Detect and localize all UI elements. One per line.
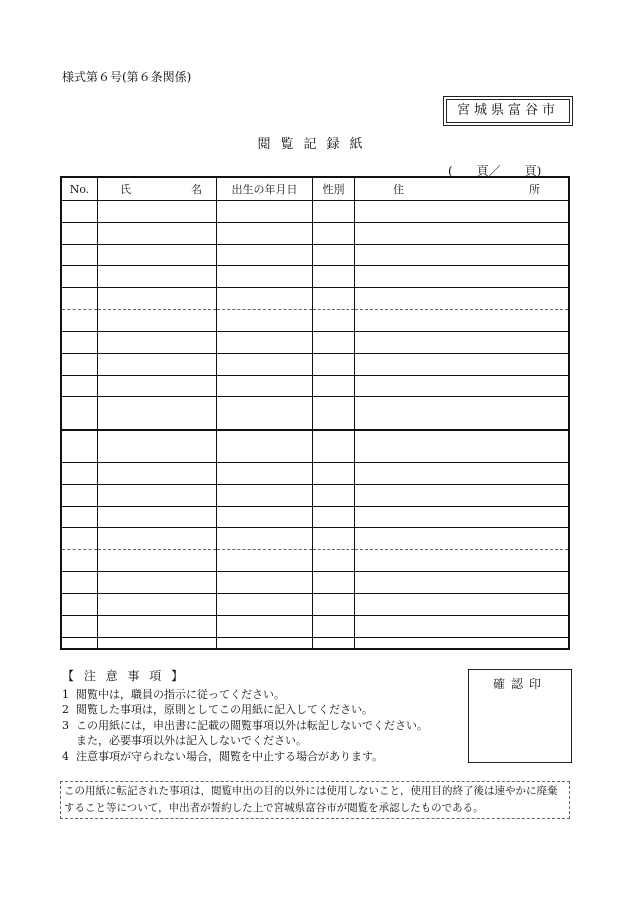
header-birth-date: 出生の年月日 bbox=[217, 178, 313, 201]
cell-no[interactable] bbox=[62, 397, 98, 430]
note-text: 注意事項が守られない場合，閲覧を中止する場合があります。 bbox=[76, 749, 384, 763]
cell-name[interactable] bbox=[98, 331, 217, 353]
header-address bbox=[355, 178, 569, 201]
cell-birth-date[interactable] bbox=[217, 550, 313, 572]
cell-address[interactable] bbox=[355, 593, 569, 615]
cell-name[interactable] bbox=[98, 484, 217, 506]
table-row bbox=[62, 528, 568, 550]
note-item bbox=[62, 749, 428, 765]
cell-sex[interactable] bbox=[313, 201, 355, 223]
cell-sex[interactable] bbox=[313, 222, 355, 244]
cell-birth-date[interactable] bbox=[217, 201, 313, 223]
header-no: No. bbox=[69, 182, 90, 196]
table-row bbox=[62, 593, 568, 615]
cell-address[interactable] bbox=[355, 528, 569, 550]
cell-no[interactable] bbox=[62, 310, 98, 332]
cell-address[interactable] bbox=[355, 397, 569, 430]
cell-birth-date[interactable] bbox=[217, 572, 313, 594]
cell-name[interactable] bbox=[98, 462, 217, 484]
cell-name[interactable] bbox=[98, 201, 217, 223]
cell-no[interactable] bbox=[62, 484, 98, 506]
cell-name[interactable] bbox=[98, 310, 217, 332]
cell-birth-date[interactable] bbox=[217, 430, 313, 463]
cell-sex[interactable] bbox=[313, 353, 355, 375]
cell-birth-date[interactable] bbox=[217, 331, 313, 353]
cell-no[interactable] bbox=[62, 593, 98, 615]
table-row bbox=[62, 572, 568, 594]
cell-name[interactable] bbox=[98, 528, 217, 550]
cell-no[interactable] bbox=[62, 266, 98, 288]
table-row bbox=[62, 353, 568, 375]
cell-birth-date[interactable] bbox=[217, 528, 313, 550]
form-number-label: 様式第６号(第６条関係) bbox=[62, 70, 192, 84]
cell-name[interactable] bbox=[98, 266, 217, 288]
cell-no[interactable] bbox=[62, 244, 98, 266]
table-row bbox=[62, 462, 568, 484]
stamp-label: 確認印 bbox=[492, 677, 547, 691]
cell-birth-date[interactable] bbox=[217, 244, 313, 266]
cell-no[interactable] bbox=[62, 462, 98, 484]
table-row bbox=[62, 550, 568, 572]
notes-title: 【 注 意 事 項 】 bbox=[62, 669, 187, 683]
table-row bbox=[62, 637, 568, 648]
cell-birth-date[interactable] bbox=[217, 637, 313, 648]
cell-birth-date[interactable] bbox=[217, 353, 313, 375]
cell-sex[interactable] bbox=[313, 266, 355, 288]
note-text: また，必要事項以外は記入しないでください。 bbox=[76, 734, 307, 747]
cell-no[interactable] bbox=[62, 331, 98, 353]
cell-no[interactable] bbox=[62, 572, 98, 594]
cell-address[interactable] bbox=[355, 288, 569, 310]
table-row bbox=[62, 506, 568, 528]
table-row bbox=[62, 244, 568, 266]
cell-address[interactable] bbox=[355, 266, 569, 288]
cell-birth-date[interactable] bbox=[217, 506, 313, 528]
cell-address[interactable] bbox=[355, 201, 569, 223]
cell-no[interactable] bbox=[62, 430, 98, 463]
note-item bbox=[62, 702, 428, 718]
cell-sex[interactable] bbox=[313, 331, 355, 353]
notes-section bbox=[62, 669, 428, 764]
cell-name[interactable] bbox=[98, 430, 217, 463]
cell-sex[interactable] bbox=[313, 484, 355, 506]
cell-sex[interactable] bbox=[313, 528, 355, 550]
cell-name[interactable] bbox=[98, 375, 217, 397]
header-address-part1: 住 bbox=[393, 183, 404, 196]
cell-birth-date[interactable] bbox=[217, 484, 313, 506]
note-text: この用紙には，申出書に記載の閲覧事項以外は転記しないでください。 bbox=[76, 718, 428, 732]
cell-address[interactable] bbox=[355, 222, 569, 244]
note-text: 閲覧した事項は，原則としてこの用紙に記入してください。 bbox=[76, 703, 373, 716]
note-number: 4 bbox=[62, 749, 69, 763]
table-row bbox=[62, 331, 568, 353]
cell-sex[interactable] bbox=[313, 550, 355, 572]
cell-birth-date[interactable] bbox=[217, 375, 313, 397]
cell-sex[interactable] bbox=[313, 637, 355, 648]
records-table bbox=[60, 176, 570, 650]
cell-no[interactable] bbox=[62, 615, 98, 637]
note-item bbox=[62, 687, 428, 703]
cell-name[interactable] bbox=[98, 397, 217, 430]
page-counter: ( 頁／ 頁) bbox=[448, 164, 542, 178]
cell-name[interactable] bbox=[98, 593, 217, 615]
note-number: 3 bbox=[62, 718, 69, 732]
cell-no[interactable] bbox=[62, 201, 98, 223]
table-row bbox=[62, 310, 568, 332]
cell-name[interactable] bbox=[98, 244, 217, 266]
cell-address[interactable] bbox=[355, 244, 569, 266]
table-row bbox=[62, 484, 568, 506]
note-item-continuation bbox=[62, 733, 428, 749]
cell-address[interactable] bbox=[355, 572, 569, 594]
document-title: 閲覧記録紙 bbox=[257, 137, 373, 152]
cell-no[interactable] bbox=[62, 353, 98, 375]
cell-sex[interactable] bbox=[313, 397, 355, 430]
table-row bbox=[62, 375, 568, 397]
cell-address[interactable] bbox=[355, 550, 569, 572]
cell-birth-date[interactable] bbox=[217, 266, 313, 288]
cell-name[interactable] bbox=[98, 637, 217, 648]
cell-birth-date[interactable] bbox=[217, 288, 313, 310]
city-name-box: 宮城県富谷市 bbox=[446, 99, 570, 123]
cell-address[interactable] bbox=[355, 615, 569, 637]
note-number: 2 bbox=[62, 703, 69, 716]
cell-sex[interactable] bbox=[313, 572, 355, 594]
cell-birth-date[interactable] bbox=[217, 397, 313, 430]
table-row bbox=[62, 222, 568, 244]
note-text: 閲覧中は，職員の指示に従ってください。 bbox=[76, 687, 285, 701]
note-item bbox=[62, 718, 428, 734]
disclaimer-box: この用紙に転記された事項は，閲覧申出の目的以外には使用しないこと，使用目的終了後は速やかに廃棄すること等について，申出者が誓約した上で宮城県富谷市が閲覧を承認したものである。 bbox=[60, 781, 570, 819]
header-address-part2: 所 bbox=[529, 183, 540, 196]
cell-address[interactable] bbox=[355, 484, 569, 506]
table-header-row bbox=[62, 178, 568, 201]
cell-no[interactable] bbox=[62, 222, 98, 244]
cell-address[interactable] bbox=[355, 375, 569, 397]
cell-birth-date[interactable] bbox=[217, 222, 313, 244]
cell-address[interactable] bbox=[355, 637, 569, 648]
cell-name[interactable] bbox=[98, 615, 217, 637]
cell-birth-date[interactable] bbox=[217, 593, 313, 615]
cell-name[interactable] bbox=[98, 550, 217, 572]
cell-birth-date[interactable] bbox=[217, 462, 313, 484]
cell-address[interactable] bbox=[355, 310, 569, 332]
cell-sex[interactable] bbox=[313, 506, 355, 528]
cell-birth-date[interactable] bbox=[217, 615, 313, 637]
confirmation-stamp-box[interactable] bbox=[468, 669, 572, 763]
cell-sex[interactable] bbox=[313, 244, 355, 266]
cell-no[interactable] bbox=[62, 506, 98, 528]
cell-birth-date[interactable] bbox=[217, 310, 313, 332]
table-row bbox=[62, 430, 568, 463]
table-row bbox=[62, 201, 568, 223]
cell-sex[interactable] bbox=[313, 430, 355, 463]
header-sex: 性別 bbox=[313, 178, 355, 201]
note-number: 1 bbox=[62, 687, 69, 701]
table-body bbox=[62, 201, 568, 649]
cell-no[interactable] bbox=[62, 288, 98, 310]
cell-sex[interactable] bbox=[313, 310, 355, 332]
cell-no[interactable] bbox=[62, 637, 98, 648]
cell-name[interactable] bbox=[98, 353, 217, 375]
table-row bbox=[62, 397, 568, 430]
header-name-surname: 氏 bbox=[120, 183, 131, 196]
table-row bbox=[62, 288, 568, 310]
cell-sex[interactable] bbox=[313, 288, 355, 310]
cell-address[interactable] bbox=[355, 430, 569, 463]
cell-sex[interactable] bbox=[313, 462, 355, 484]
cell-no[interactable] bbox=[62, 528, 98, 550]
cell-no[interactable] bbox=[62, 375, 98, 397]
header-name bbox=[98, 178, 217, 201]
table-row bbox=[62, 266, 568, 288]
header-name-given: 名 bbox=[191, 183, 202, 196]
cell-no[interactable] bbox=[62, 550, 98, 572]
cell-address[interactable] bbox=[355, 331, 569, 353]
cell-sex[interactable] bbox=[313, 593, 355, 615]
cell-sex[interactable] bbox=[313, 375, 355, 397]
cell-name[interactable] bbox=[98, 222, 217, 244]
cell-address[interactable] bbox=[355, 353, 569, 375]
cell-name[interactable] bbox=[98, 506, 217, 528]
cell-address[interactable] bbox=[355, 506, 569, 528]
table-row bbox=[62, 615, 568, 637]
cell-name[interactable] bbox=[98, 572, 217, 594]
cell-sex[interactable] bbox=[313, 615, 355, 637]
cell-address[interactable] bbox=[355, 462, 569, 484]
cell-name[interactable] bbox=[98, 288, 217, 310]
